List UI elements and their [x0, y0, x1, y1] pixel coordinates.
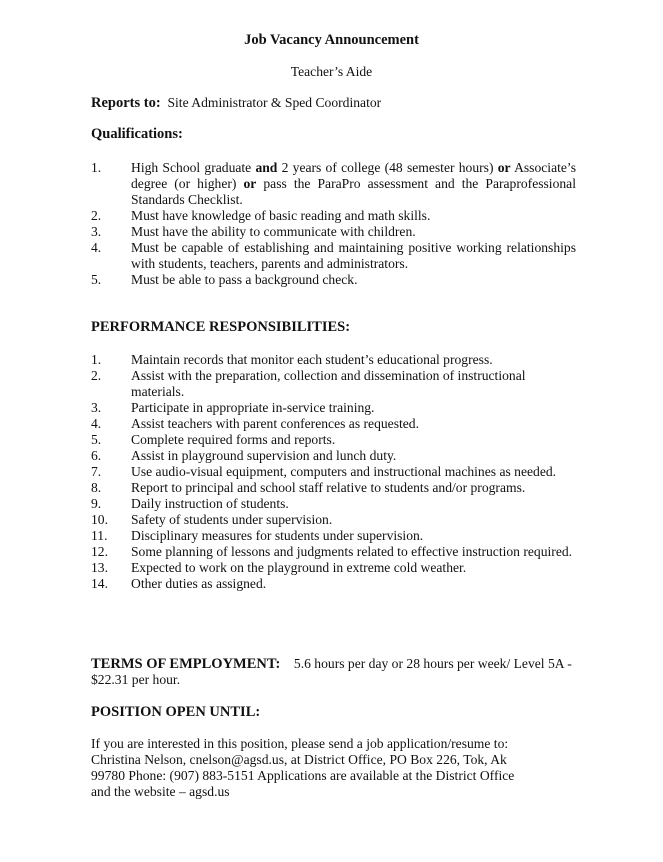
list-item: 14. Other duties as assigned. [91, 576, 267, 591]
list-item: 8. Report to principal and school staff relative to students and/or programs. [91, 480, 526, 495]
list-item: 1. Maintain records that monitor each student’s educational progress. [91, 352, 493, 367]
qualifications-list [91, 160, 576, 288]
contact-paragraph: If you are interested in this position, please send a job application/resume to: Christina Nelson, cnelson@agsd.us, at District Office, PO Box 226, Tok, Ak 99780 Phone: (907) 883-5151 Applications are available at the District Office and the website – agsd.us [91, 736, 515, 799]
qualifications-heading: Qualifications: [91, 126, 183, 142]
list-item: 9. Daily instruction of students. [91, 496, 289, 511]
list-item: 1. High School graduate and 2 years of college (48 semester hours) or Associate’s degree (or higher) or pass the ParaPro assessment and the Paraprofessional Standards Checklist. [91, 160, 576, 207]
list-item: 3. Must have the ability to communicate with children. [91, 224, 416, 239]
reports-to [91, 95, 381, 111]
terms-label: TERMS OF EMPLOYMENT: [91, 656, 281, 672]
list-item: 6. Assist in playground supervision and lunch duty. [91, 448, 397, 463]
terms-of-employment [91, 656, 581, 688]
list-item: 5. Complete required forms and reports. [91, 432, 336, 447]
reports-to-value: Site Administrator & Sped Coordinator [167, 95, 382, 110]
list-item: 10. Safety of students under supervision. [91, 512, 333, 527]
list-item: 3. Participate in appropriate in-service training. [91, 400, 375, 415]
position-open-until: POSITION OPEN UNTIL: [91, 704, 261, 720]
list-item: 2. Assist with the preparation, collection and dissemination of instructional materials. [91, 368, 526, 399]
list-item: 11. Disciplinary measures for students under supervision. [91, 528, 424, 543]
list-item: 13. Expected to work on the playground in extreme cold weather. [91, 560, 467, 575]
responsibilities-list [91, 352, 576, 592]
responsibilities-heading: PERFORMANCE RESPONSIBILITIES: [91, 319, 351, 335]
list-item: 5. Must be able to pass a background check. [91, 272, 358, 287]
list-item: 7. Use audio-visual equipment, computers and instructional machines as needed. [91, 464, 557, 479]
terms-value: 5.6 hours per day or 28 hours per week/ Level 5A - $22.31 per hour. [91, 656, 572, 687]
job-title: Teacher’s Aide [290, 64, 373, 79]
list-item: 4. Assist teachers with parent conferences as requested. [91, 416, 419, 431]
reports-to-label: Reports to: [91, 95, 161, 111]
list-item: 4. Must be capable of establishing and maintaining positive working relationships with students, teachers, parents and administrators. [91, 240, 576, 271]
list-item: 12. Some planning of lessons and judgments related to effective instruction required. [91, 544, 573, 559]
document-title: Job Vacancy Announcement [244, 32, 419, 48]
list-item: 2. Must have knowledge of basic reading and math skills. [91, 208, 431, 223]
